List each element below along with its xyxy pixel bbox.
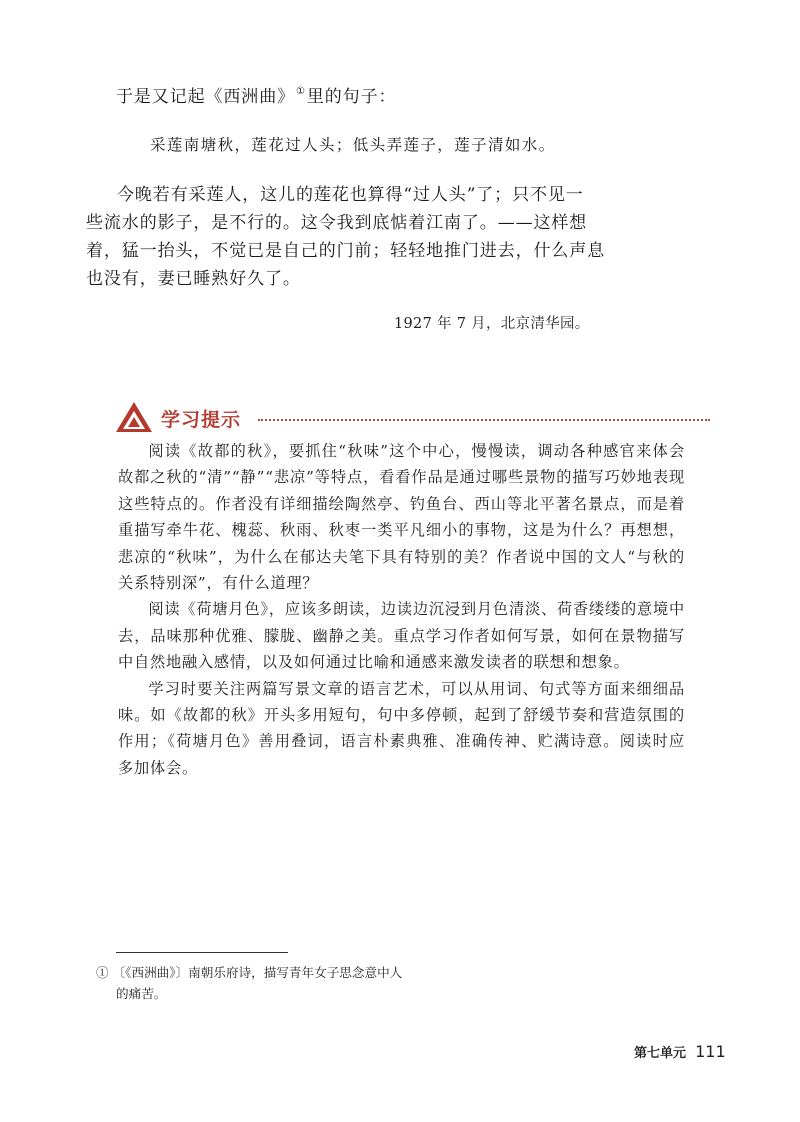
study-tips-body	[118, 438, 685, 781]
paragraph-line: 也没有，妻已睡熟好久了。	[86, 269, 301, 289]
footnote-line	[96, 962, 436, 983]
poem-quote: 采莲南塘秋，莲花过人头；低头弄莲子，莲子清如水。	[150, 136, 556, 154]
paragraph-line: 着，猛一抬头，不觉已是自己的门前；轻轻地推门进去，什么声息	[86, 241, 606, 261]
tip-paragraph: 阅读《荷塘月色》，应该多朗读，边读边沉浸到月色清淡、荷香缕缕的意境中去，品味那种优雅、朦胧、幽静之美。重点学习作者如何写景，如何在景物描写中自然地融入感情，以及如何通过比喻和通感来激发读者的联想和想象。	[118, 600, 685, 672]
footnote-rule	[116, 952, 288, 953]
date-line: 1927 年 7 月，北京清华园。	[394, 316, 590, 332]
intro-text-end: 里的句子：	[306, 87, 397, 107]
tip-paragraph: 阅读《故都的秋》，要抓住“秋味”这个中心，慢慢读，调动各种感官来体会故都之秋的“清”“静”“悲凉”等特点，看看作品是通过哪些景物的描写巧妙地表现这些特点的。作者没有详细描绘陶然亭、钓鱼台、西山等北平著名景点，而是着重描写牵牛花、槐蕊、秋雨、秋枣一类平凡细小的事物，这是为什么？再想想，悲凉的“秋味”，为什么在郁达夫笔下具有特别的美？作者说中国的文人“与秋的关系特别深”，有什么道理？	[118, 442, 685, 593]
tip-paragraph: 学习时要关注两篇写景文章的语言艺术，可以从用词、句式等方面来细细品味。如《故都的秋》开头多用短句，句中多停顿，起到了舒缓节奏和营造氛围的作用；《荷塘月色》善用叠词，语言朴素典雅、准确传神、贮满诗意。阅读时应多加体会。	[118, 679, 685, 777]
footnote-text: 南朝乐府诗，描写青年女子思念意中人	[188, 965, 403, 980]
footnote-mark: ①	[96, 965, 109, 980]
footnote-term: 〔《西洲曲》〕	[112, 965, 189, 980]
page-number: 111	[695, 1042, 726, 1061]
study-tips-title: 学习提示	[161, 409, 242, 431]
essay-paragraph	[86, 181, 606, 293]
unit-label: 第七单元	[634, 1046, 687, 1061]
intro-line	[116, 83, 396, 114]
paragraph-line: 今晚若有采莲人，这儿的莲花也算得“过人头”了；只不见一	[117, 185, 584, 205]
paragraph-line: 些流水的影子，是不行的。这令我到底惦着江南了。——这样想	[86, 213, 588, 233]
footnote-ref-mark[interactable]: ①	[296, 86, 306, 97]
page-footer	[634, 1042, 726, 1061]
footnote-line: 的痛苦。	[116, 986, 167, 1001]
footnote	[96, 962, 436, 1004]
tips-dotted-divider	[258, 419, 710, 421]
intro-text: 于是又记起《西洲曲》	[116, 87, 295, 107]
study-tips-logo-icon	[114, 400, 154, 434]
